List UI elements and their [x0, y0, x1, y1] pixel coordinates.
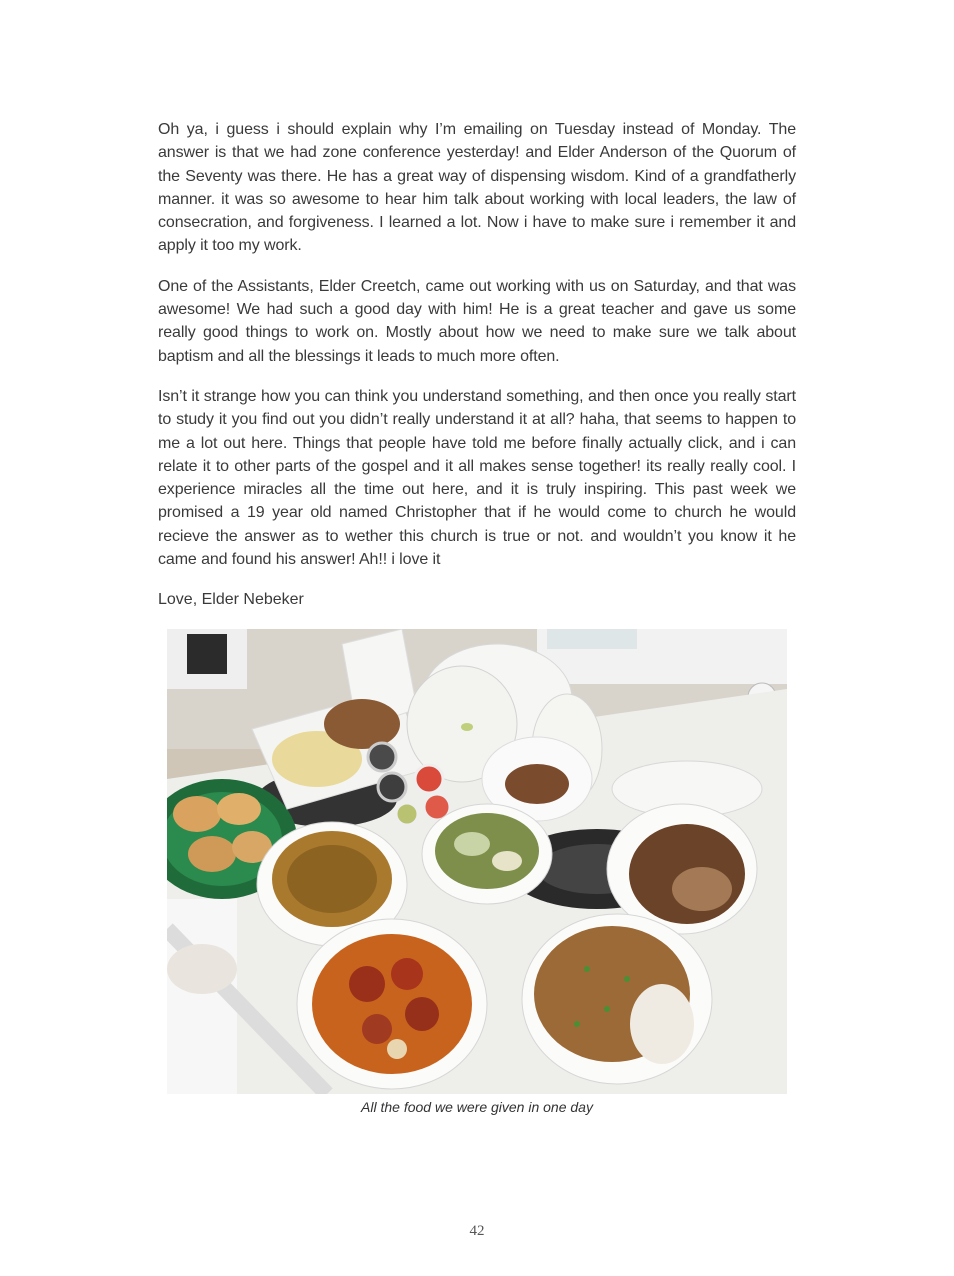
paragraph: Oh ya, i guess i should explain why I’m emailing on Tuesday instead of Monday. The answer is that we had zone conference yesterday! and Elder Anderson of the Quorum of the Seventy was there. He has a great way of dispensing wisdom. Kind of a grandfatherly manner. it was so awesome to hear him talk about working with local leaders, the law of consecration, and forgiveness. I learned a lot. Now i have to make sure i remember it and apply it too my work. [158, 121, 796, 255]
paragraph: One of the Assistants, Elder Creetch, came out working with us on Saturday, and that was awesome! We had such a good day with him! He is a great teacher and gave us some really good things to work on. Mostly about how we need to make sure we talk about baptism and all the blessings it leads to much more often. [158, 277, 796, 365]
paragraph: Isn’t it strange how you can think you understand something, and then once you really start to study it you find out you didn’t really understand it at all? haha, that seems to happen to me a lot out here. Things that people have told me before finally actually click, and i can relate it to other parts of the gospel and it all makes sense together! its really really cool. I experience miracles all the time out here, and it is truly inspiring. This past week we promised a 19 year old named Christopher that if he would come to church he would recieve the answer as to wether this church is true or not. and wouldn’t you know it he came and found his answer! Ah!! i love it [158, 387, 796, 569]
photo-caption: All the food we were given in one day [361, 1099, 593, 1115]
signoff: Love, Elder Nebeker [158, 591, 304, 609]
food-photo [167, 629, 787, 1094]
page-number: 42 [469, 1223, 485, 1239]
letter-body [158, 118, 796, 611]
